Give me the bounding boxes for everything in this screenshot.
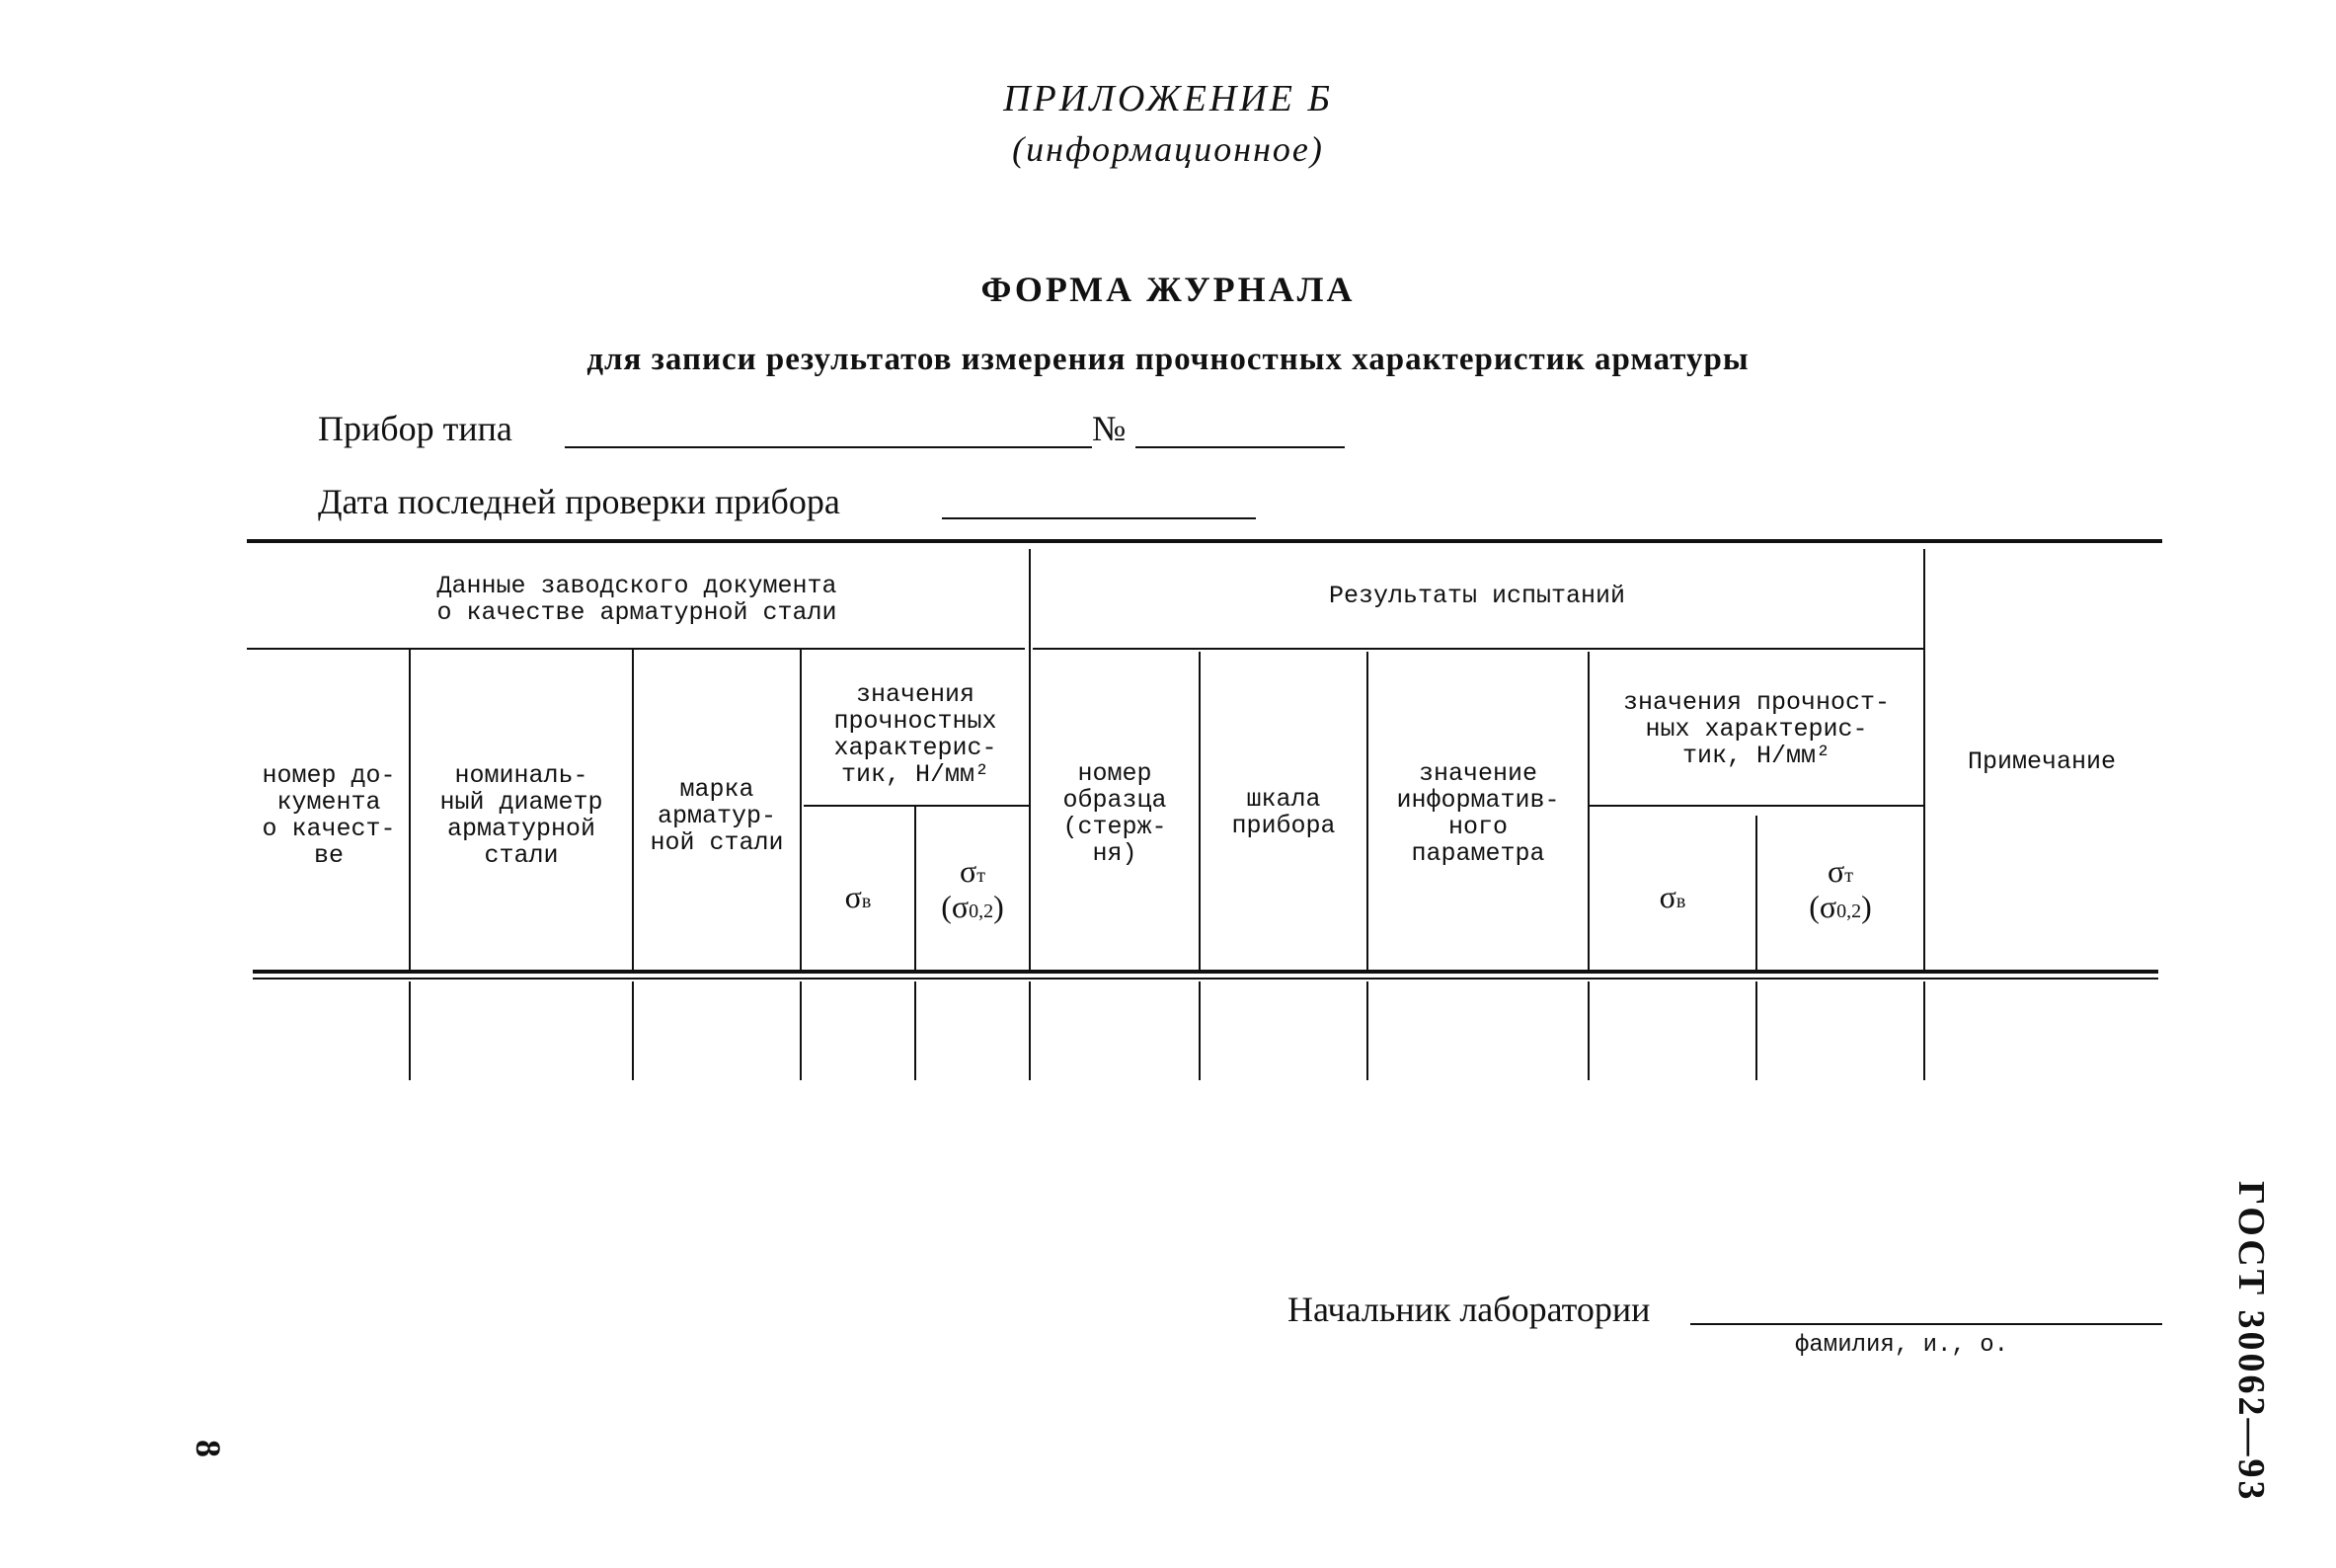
number-label: № [1092, 409, 1127, 448]
table-sigma-rule-right [1590, 805, 1923, 807]
sigma-02-factory: (σ0,2) [941, 889, 1004, 924]
table-top-rule [247, 539, 2162, 543]
body-vline-9 [1755, 981, 1757, 1080]
last-check-date-field[interactable] [942, 517, 1256, 519]
table-sigma-rule-left [804, 805, 1029, 807]
table-group-rule-left [247, 648, 1025, 650]
vline-5 [1029, 549, 1031, 970]
signature-field[interactable] [1690, 1323, 2162, 1325]
sigma-b-factory: σв [844, 879, 872, 914]
col-device-scale: шкала прибора [1231, 785, 1336, 840]
standard-side-label: ГОСТ 30062—93 [2230, 1181, 2272, 1503]
body-vline-10 [1923, 981, 1925, 1080]
sigma-t-results: σт [1828, 853, 1853, 889]
table-header-rule-2 [253, 978, 2158, 980]
col-note: Примечание [1967, 747, 2117, 776]
sigma-t-factory: σт [960, 853, 985, 889]
table-group-rule-right [1033, 648, 1923, 650]
sigma-b-results: σв [1659, 879, 1686, 914]
table-header-rule-1 [253, 970, 2158, 974]
body-vline-4 [914, 981, 916, 1080]
appendix-type: (информационное) [1012, 129, 1324, 169]
col-steel-grade: марка арматур- ной стали [650, 775, 784, 857]
body-vline-7 [1366, 981, 1368, 1080]
device-type-field[interactable] [565, 446, 1092, 448]
page-number: 8 [189, 1440, 228, 1457]
col-strength-values-factory: значения прочностных характерис- тик, Н/мм² [833, 680, 997, 789]
group-header-results: Результаты испытаний [1328, 582, 1626, 610]
device-number-field[interactable] [1135, 446, 1345, 448]
col-nominal-diameter: номиналь- ный диаметр арматурной стали [439, 761, 603, 870]
body-vline-5 [1029, 981, 1031, 1080]
last-check-label: Дата последней проверки прибора [318, 482, 840, 521]
appendix-title: ПРИЛОЖЕНИЕ Б [1003, 78, 1333, 119]
col-strength-values-results: значения прочност- ных характерис- тик, Н/мм² [1622, 688, 1891, 770]
sigma-02-results: (σ0,2) [1809, 889, 1872, 924]
device-type-label: Прибор типа [318, 409, 512, 448]
form-title: ФОРМА ЖУРНАЛА [980, 270, 1356, 309]
signature-caption: фамилия, и., о. [1795, 1332, 2009, 1359]
signature-label: Начальник лаборатории [1287, 1290, 1651, 1329]
group-header-factory: Данные заводского документа о качестве арматурной стали [436, 572, 837, 627]
body-vline-3 [800, 981, 802, 1080]
col-doc-number: номер до- кумента о качест- ве [262, 761, 396, 870]
body-vline-1 [409, 981, 411, 1080]
body-vline-6 [1199, 981, 1201, 1080]
col-sample-number: номер образца (стерж- ня) [1062, 759, 1167, 868]
form-subtitle: для записи результатов измерения прочностных характеристик арматуры [586, 342, 1750, 377]
body-vline-8 [1588, 981, 1590, 1080]
col-informative-param: значение информатив- ного параметра [1396, 759, 1560, 868]
body-vline-2 [632, 981, 634, 1080]
